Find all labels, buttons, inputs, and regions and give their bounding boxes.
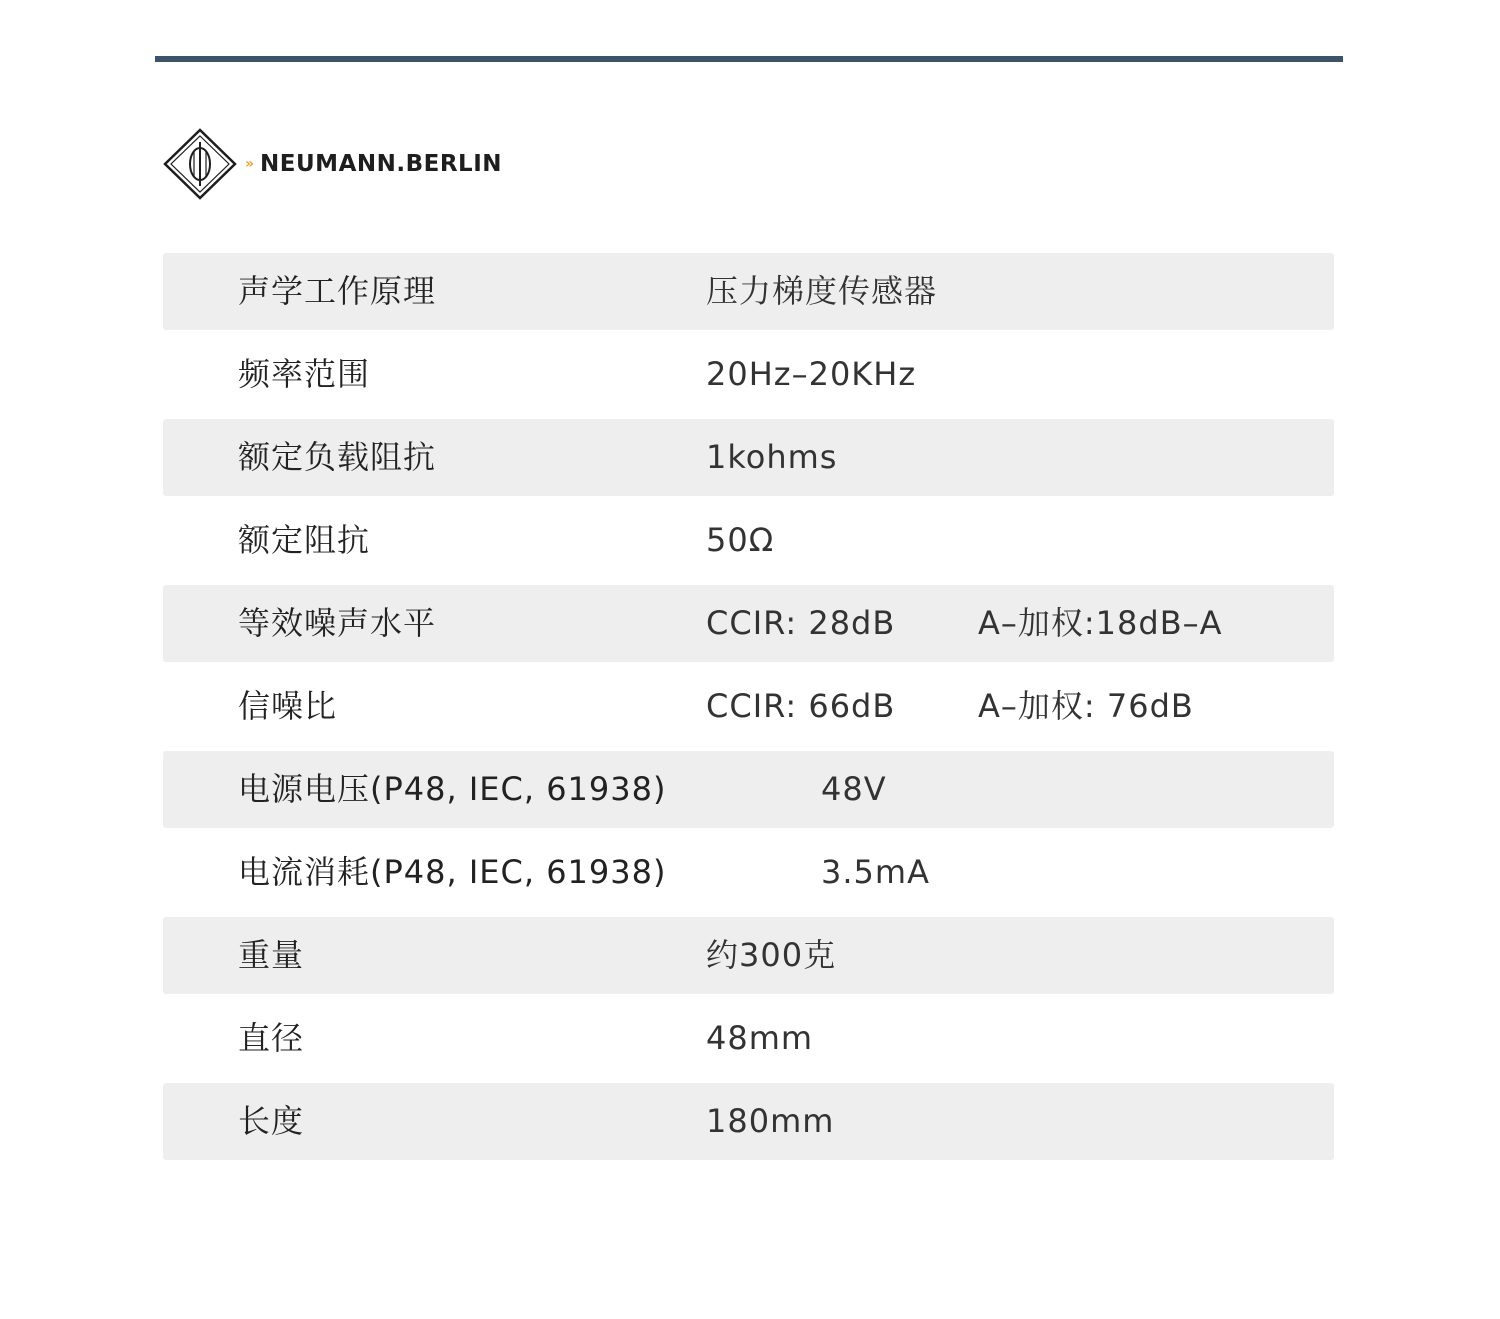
spec-row [163, 668, 1334, 745]
spec-value: 压力梯度传感器 [706, 272, 938, 310]
spec-value-secondary: A–加权:18dB–A [978, 604, 1223, 642]
spec-label: 电源电压(P48, IEC, 61938) [238, 770, 667, 808]
spec-row [163, 419, 1334, 496]
spec-row [163, 1083, 1334, 1160]
spec-label: 额定阻抗 [238, 521, 371, 559]
spec-label: 信噪比 [238, 687, 338, 725]
brand-name: NEUMANN.BERLIN [260, 150, 503, 177]
spec-row [163, 336, 1334, 413]
spec-row [163, 917, 1334, 994]
brand-logo [163, 128, 502, 200]
spec-value: CCIR: 28dB [706, 604, 896, 642]
spec-label: 重量 [238, 936, 305, 974]
spec-row [163, 1000, 1334, 1077]
spec-value-secondary: A–加权: 76dB [978, 687, 1194, 725]
spec-label: 等效噪声水平 [238, 604, 437, 642]
spec-value: CCIR: 66dB [706, 687, 896, 725]
spec-row [163, 253, 1334, 330]
spec-value: 3.5mA [821, 853, 930, 891]
neumann-diamond-logo-icon [163, 128, 237, 200]
double-arrow-icon: » [245, 156, 253, 172]
spec-value: 20Hz–20KHz [706, 355, 917, 393]
top-divider [155, 56, 1343, 62]
spec-value: 180mm [706, 1102, 835, 1140]
spec-label: 电流消耗(P48, IEC, 61938) [238, 853, 667, 891]
spec-row [163, 834, 1334, 911]
spec-row [163, 751, 1334, 828]
spec-label: 长度 [238, 1102, 305, 1140]
spec-value: 约300克 [706, 936, 837, 974]
spec-label: 频率范围 [238, 355, 371, 393]
spec-value: 1kohms [706, 438, 838, 476]
spec-value: 48mm [706, 1019, 814, 1057]
spec-table [163, 253, 1334, 1166]
spec-label: 直径 [238, 1019, 305, 1057]
spec-value: 50Ω [706, 521, 775, 559]
spec-label: 声学工作原理 [238, 272, 437, 310]
spec-row [163, 502, 1334, 579]
spec-label: 额定负载阻抗 [238, 438, 437, 476]
spec-value: 48V [821, 770, 887, 808]
spec-row [163, 585, 1334, 662]
